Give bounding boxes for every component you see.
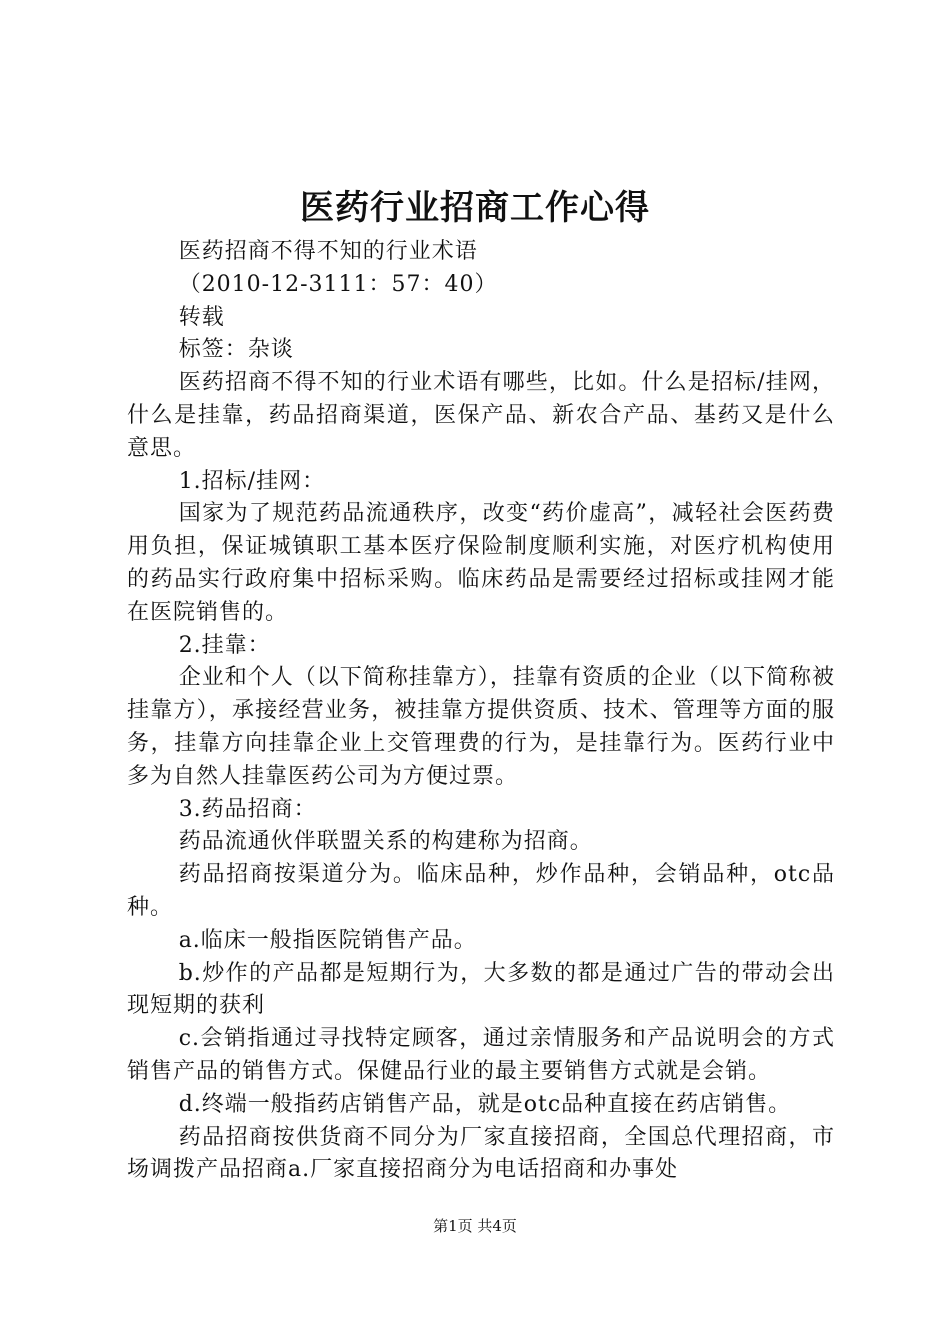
section-heading-investment: 3.药品招商：: [178, 796, 317, 822]
paragraph-bidding: 国家为了规范药品流通秩序，改变“药价虚高”，减轻社会医药费用负担，保证城镇职工基本医疗保险制度顺利实施，对医疗机构使用的药品实行政府集中招标采购。临床药品是需要经过招标或挂网才能在医院销售的。: [127, 501, 835, 625]
list-item-hype: b.炒作的产品都是短期行为，大多数的都是通过广告的带动会出现短期的获利: [127, 960, 835, 1019]
document-body: [127, 236, 835, 1187]
paragraph-repost: 转载: [178, 304, 225, 330]
paragraph-investment-definition: 药品流通伙伴联盟关系的构建称为招商。: [178, 829, 593, 855]
paragraph-subtitle: 医药招商不得不知的行业术语: [178, 239, 478, 264]
paragraph-channels: 药品招商按渠道分为。临床品种，炒作品种，会销品种，otc品种。: [127, 862, 835, 920]
section-heading-bidding: 1.招标/挂网：: [178, 468, 326, 494]
paragraph-affiliation: 企业和个人（以下简称挂靠方），挂靠有资质的企业（以下简称被挂靠方），承接经营业务，被挂靠方提供资质、技术、管理等方面的服务，挂靠方向挂靠企业上交管理费的行为，是挂靠行为。医药行业中多为自然人挂靠医药公司为方便过票。: [127, 665, 835, 789]
page-number: 第1页 共4页: [433, 1217, 517, 1235]
section-heading-affiliation: 2.挂靠：: [178, 632, 271, 658]
document-title: 医药行业招商工作心得: [300, 188, 650, 228]
paragraph-suppliers: 药品招商按供货商不同分为厂家直接招商，全国总代理招商，市场调拨产品招商a.厂家直接招商分为电话招商和办事处: [127, 1124, 835, 1183]
list-item-terminal: d.终端一般指药店销售产品，就是otc品种直接在药店销售。: [178, 1091, 792, 1117]
paragraph-intro: 医药招商不得不知的行业术语有哪些，比如。什么是招标/挂网，什么是挂靠，药品招商渠道，医保产品、新农合产品、基药又是什么意思。: [127, 370, 835, 461]
list-item-clinical: a.临床一般指医院销售产品。: [178, 927, 477, 953]
list-item-conference-sales: c.会销指通过寻找特定顾客，通过亲情服务和产品说明会的方式销售产品的销售方式。保健品行业的最主要销售方式就是会销。: [127, 1026, 835, 1084]
paragraph-tags: 标签：杂谈: [178, 337, 294, 363]
paragraph-date: （2010-12-3111：57：40）: [178, 271, 498, 297]
